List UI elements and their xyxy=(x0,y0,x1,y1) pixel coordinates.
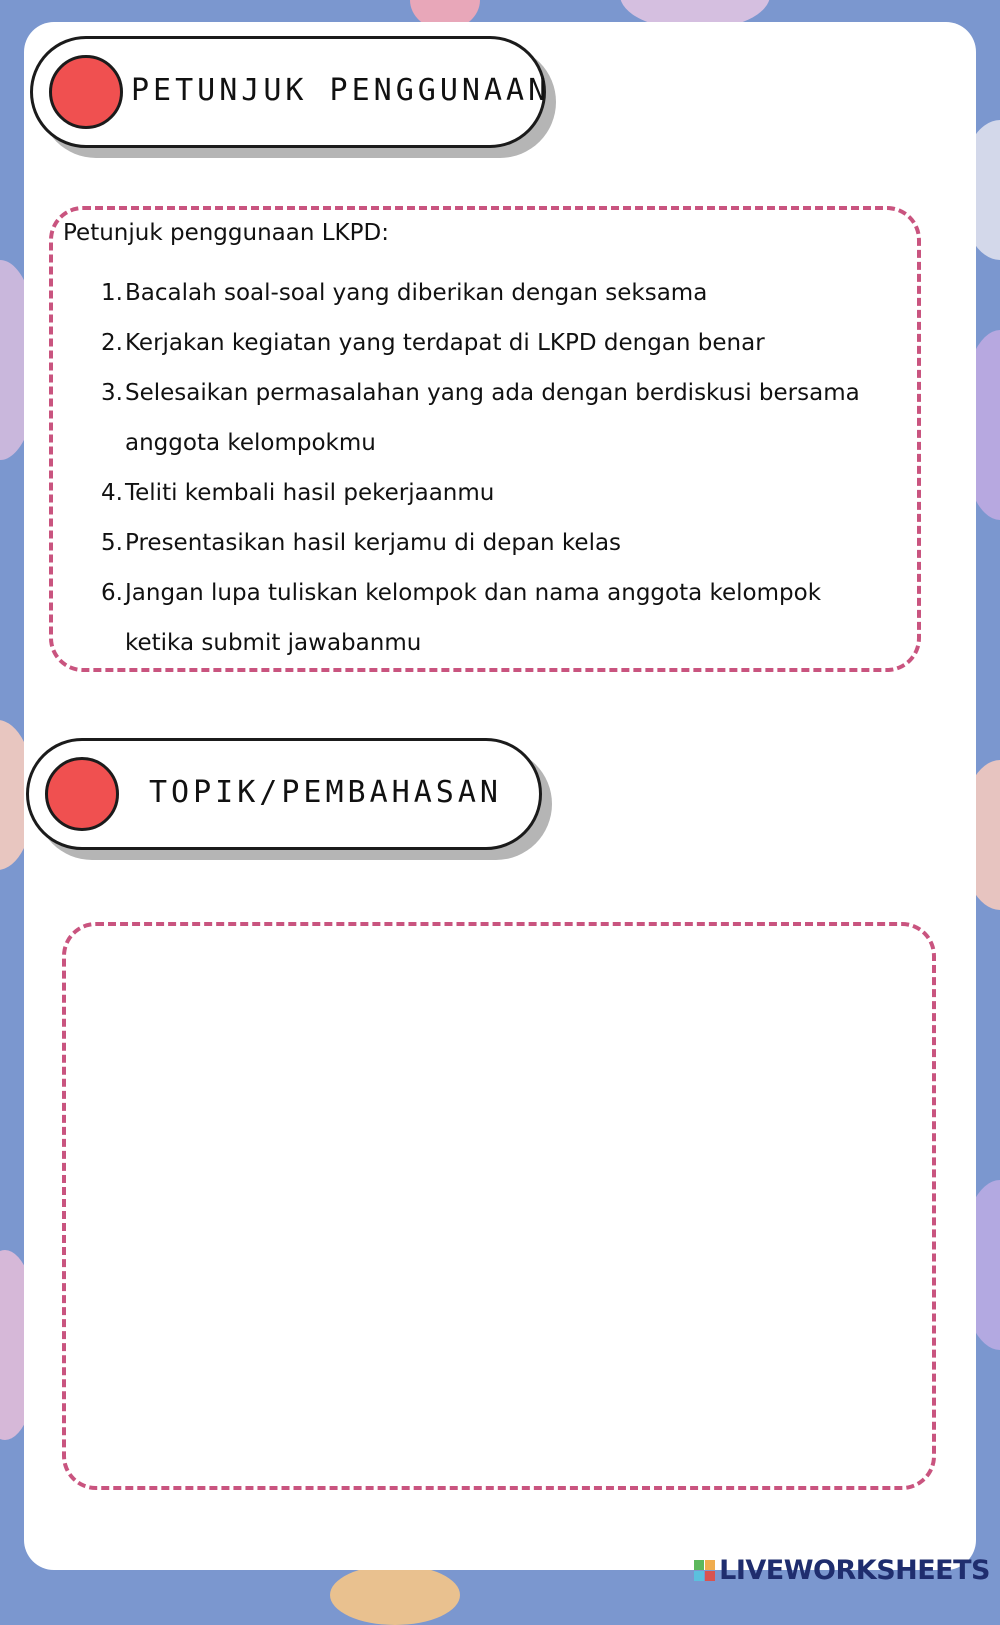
list-item-text: Selesaikan permasalahan yang ada dengan berdiskusi bersama anggota kelompokmu xyxy=(125,380,860,456)
list-item-text: Presentasikan hasil kerjamu di depan kelas xyxy=(125,530,622,556)
brand-name: LIVEWORKSHEETS xyxy=(719,1555,990,1586)
list-item-text: Jangan lupa tuliskan kelompok dan nama anggota kelompok ketika submit jawabanmu xyxy=(125,580,822,656)
list-item-number: 5. xyxy=(101,530,123,556)
section-title: PETUNJUK PENGGUNAAN xyxy=(131,73,551,108)
list-item-number: 3. xyxy=(101,380,123,406)
list-item-number: 4. xyxy=(101,480,123,506)
instructions-box xyxy=(49,206,921,672)
list-item xyxy=(101,468,891,518)
list-item xyxy=(101,318,891,368)
instructions-list xyxy=(101,268,891,668)
instructions-intro: Petunjuk penggunaan LKPD: xyxy=(63,220,389,246)
list-item-number: 2. xyxy=(101,330,123,356)
liveworksheets-logo-icon xyxy=(694,1560,715,1581)
list-item xyxy=(101,518,891,568)
section-title: TOPIK/PEMBAHASAN xyxy=(149,775,502,810)
list-item-text: Bacalah soal-soal yang diberikan dengan seksama xyxy=(125,280,708,306)
section-header-topik xyxy=(26,738,542,850)
list-item-text: Teliti kembali hasil pekerjaanmu xyxy=(125,480,495,506)
background-blob xyxy=(330,1565,460,1625)
topic-answer-box[interactable] xyxy=(62,922,936,1490)
list-item xyxy=(101,368,891,468)
red-dot-icon xyxy=(49,55,123,129)
list-item-number: 6. xyxy=(101,580,123,606)
list-item xyxy=(101,568,891,668)
section-header-petunjuk xyxy=(30,36,551,148)
list-item xyxy=(101,268,891,318)
list-item-text: Kerjakan kegiatan yang terdapat di LKPD dengan benar xyxy=(125,330,765,356)
list-item-number: 1. xyxy=(101,280,123,306)
red-dot-icon xyxy=(45,757,119,831)
worksheet-card xyxy=(24,22,976,1570)
liveworksheets-logo xyxy=(694,1555,990,1586)
